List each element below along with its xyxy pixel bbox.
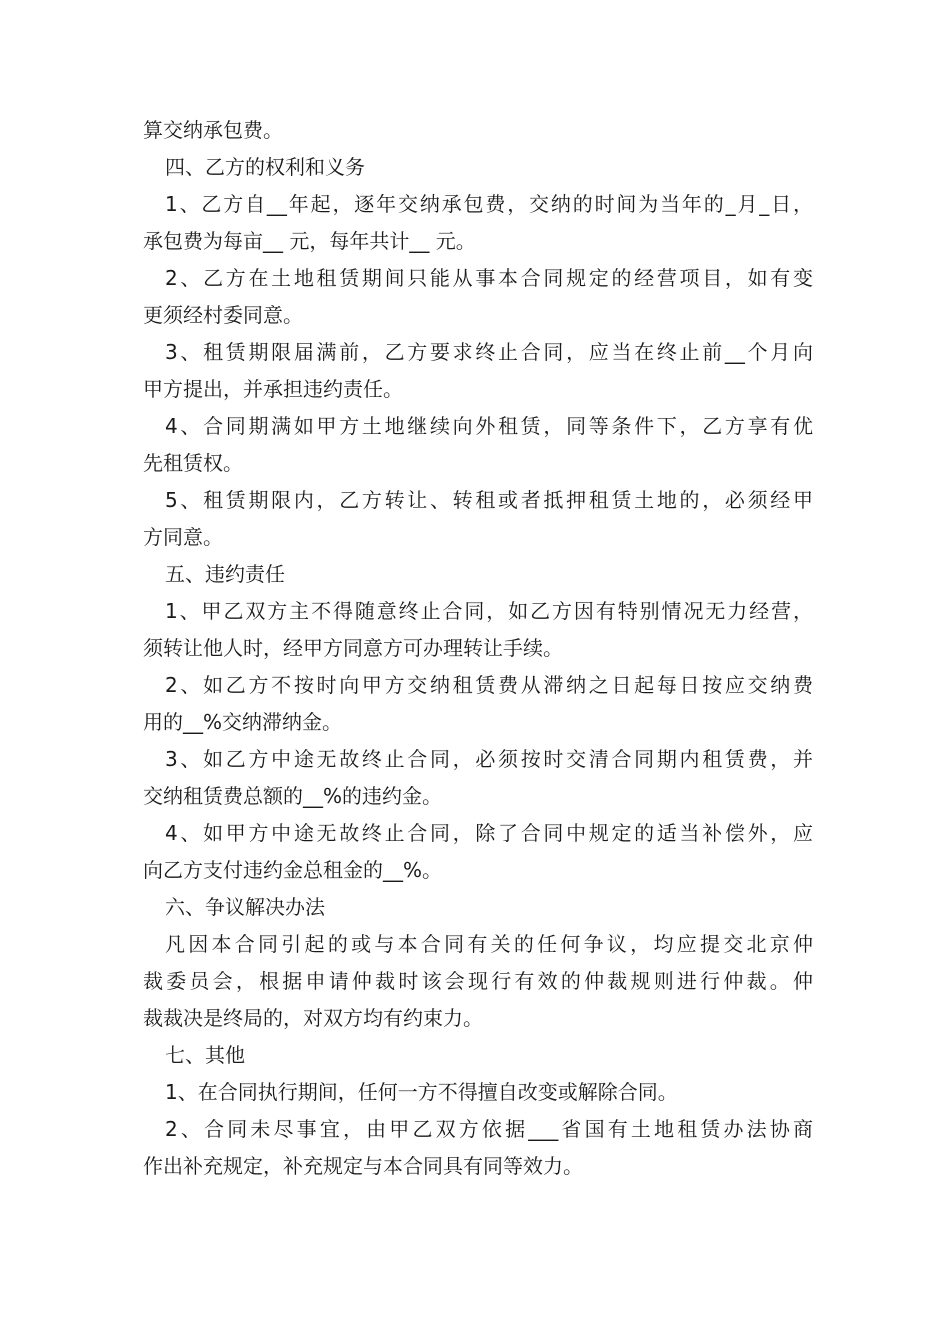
paragraph-line: 甲方提出，并承担违约责任。 <box>143 377 403 401</box>
paragraph-line: 作出补充规定，补充规定与本合同具有同等效力。 <box>143 1154 583 1178</box>
paragraph-line: 2、乙方在土地租赁期间只能从事本合同规定的经营项目，如有变 <box>165 266 813 290</box>
paragraph-line: 凡因本合同引起的或与本合同有关的任何争议，均应提交北京仲 <box>165 932 813 956</box>
section-heading: 五、违约责任 <box>165 562 285 586</box>
document-body <box>143 112 813 1185</box>
paragraph-line: 3、如乙方中途无故终止合同，必须按时交清合同期内租赁费，并 <box>165 747 813 771</box>
section-heading: 七、其他 <box>165 1043 245 1067</box>
paragraph-line: 交纳租赁费总额的__%的违约金。 <box>143 784 443 808</box>
paragraph-line: 承包费为每亩__ 元，每年共计__ 元。 <box>143 229 476 253</box>
paragraph-line: 4、如甲方中途无故终止合同，除了合同中规定的适当补偿外，应 <box>165 821 813 845</box>
paragraph-line: 3、租赁期限届满前，乙方要求终止合同，应当在终止前__个月向 <box>165 340 813 364</box>
paragraph-line: 1、甲乙双方主不得随意终止合同，如乙方因有特别情况无力经营， <box>165 599 813 623</box>
paragraph-line: 裁委员会，根据申请仲裁时该会现行有效的仲裁规则进行仲裁。仲 <box>143 969 813 993</box>
paragraph-line: 5、租赁期限内，乙方转让、转租或者抵押租赁土地的，必须经甲 <box>165 488 813 512</box>
paragraph-line: 先租赁权。 <box>143 451 243 475</box>
paragraph-line: 须转让他人时，经甲方同意方可办理转让手续。 <box>143 636 563 660</box>
paragraph-line: 1、在合同执行期间，任何一方不得擅自改变或解除合同。 <box>165 1080 678 1104</box>
paragraph-line: 2、如乙方不按时向甲方交纳租赁费从滞纳之日起每日按应交纳费 <box>165 673 813 697</box>
paragraph-line: 4、合同期满如甲方土地继续向外租赁，同等条件下，乙方享有优 <box>165 414 813 438</box>
paragraph-line: 算交纳承包费。 <box>143 118 283 142</box>
paragraph-line: 裁裁决是终局的，对双方均有约束力。 <box>143 1006 483 1030</box>
paragraph-line: 向乙方支付违约金总租金的__%。 <box>143 858 443 882</box>
paragraph-line: 1、乙方自__年起，逐年交纳承包费，交纳的时间为当年的_月_日， <box>165 192 813 216</box>
paragraph-line: 用的__%交纳滞纳金。 <box>143 710 343 734</box>
paragraph-line: 2、合同未尽事宜，由甲乙双方依据___省国有土地租赁办法协商 <box>165 1117 813 1141</box>
section-heading: 六、争议解决办法 <box>165 895 325 919</box>
paragraph-line: 更须经村委同意。 <box>143 303 303 327</box>
section-heading: 四、乙方的权利和义务 <box>165 155 365 179</box>
paragraph-line: 方同意。 <box>143 525 223 549</box>
